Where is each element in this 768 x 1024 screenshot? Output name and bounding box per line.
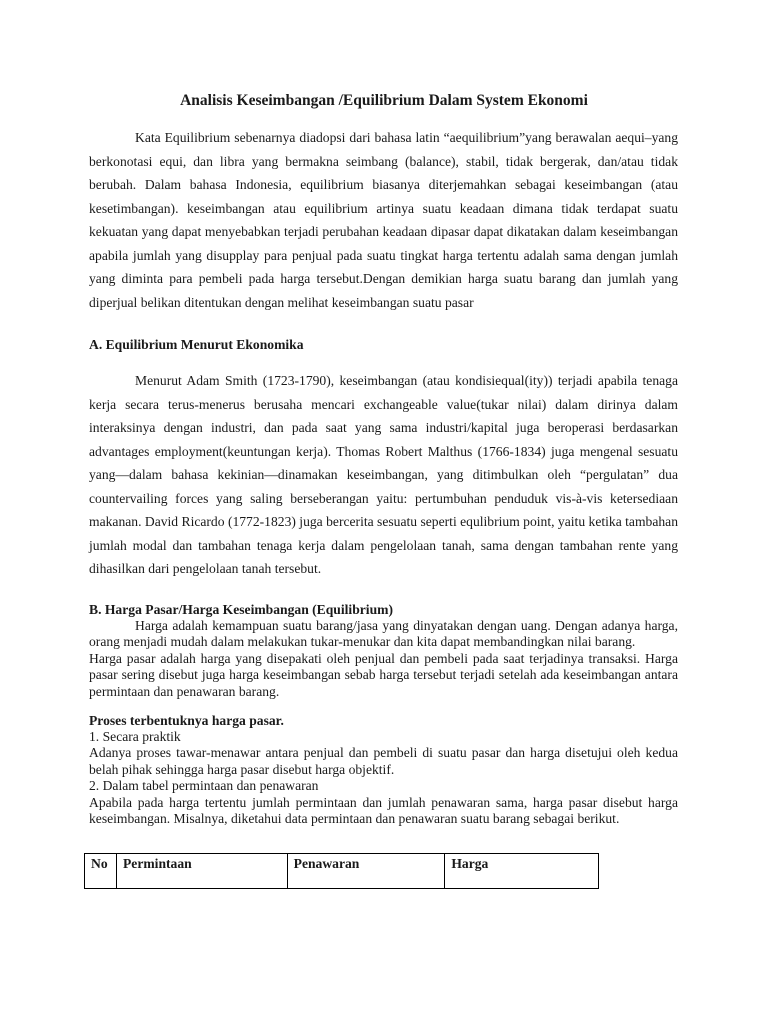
column-header-penawaran: Penawaran: [287, 854, 445, 889]
column-header-no: No: [85, 854, 117, 889]
document-title: Analisis Keseimbangan /Equilibrium Dalam System Ekonomi: [180, 92, 588, 109]
section-b-heading: B. Harga Pasar/Harga Keseimbangan (Equilibrium): [89, 602, 393, 617]
section-b-paragraph-1: Harga adalah kemampuan suatu barang/jasa yang dinyatakan dengan uang. Dengan adanya harga, orang menjadi mudah dalam melakukan tukar-menukar dan kita dapat membandingkan nilai barang.: [89, 618, 678, 650]
proses-item-1-text: Adanya proses tawar-menawar antara penjual dan pembeli di suatu pasar dan harga disetujui oleh kedua belah pihak sehingga harga pasar disebut harga objektif.: [89, 745, 678, 777]
intro-paragraph: Kata Equilibrium sebenarnya diadopsi dari bahasa latin “aequilibrium”yang berawalan aequi–yang berkonotasi equi, dan libra yang bermakna seimbang (balance), stabil, tidak bergerak, dan/atau tidak berubah. Dalam bahasa Indonesia, equilibrium biasanya diterjemahkan sebagai keseimbangan (atau kesetimbangan). keseimbangan atau equilibrium artinya suatu keadaan dimana tidak terdapat suatu kekuatan yang dapat menyebabkan terjadi perubahan keadaan dipasar dapat dikatakan dalam keseimbangan apabila jumlah yang disupplay para penjual pada suatu tingkat harga tertentu adalah sama dengan jumlah yang diminta para pembeli pada harga tersebut.Dengan demikian harga suatu barang dan jumlah yang diperjual belikan ditentukan dengan melihat keseimbangan suatu pasar: [89, 130, 678, 310]
proses-item-2-text: Apabila pada harga tertentu jumlah permintaan dan jumlah penawaran sama, harga pasar disebut harga keseimbangan. Misalnya, diketahui data permintaan dan penawaran suatu barang sebagai berikut.: [89, 794, 678, 827]
proses-heading: Proses terbentuknya harga pasar.: [89, 713, 284, 728]
supply-demand-table: [84, 853, 599, 889]
table-header-row: [85, 854, 599, 889]
proses-body: [89, 729, 678, 827]
section-b-body: [89, 618, 678, 700]
section-a-heading: A. Equilibrium Menurut Ekonomika: [89, 337, 304, 352]
section-b-paragraph-2: Harga pasar adalah harga yang disepakati oleh penjual dan pembeli pada saat terjadinya transaksi. Harga pasar sering disebut juga harga keseimbangan sebab harga tersebut terjadi setelah ada keseimbangan antara permintaan dan penawaran barang.: [89, 650, 678, 699]
section-a-paragraph: Menurut Adam Smith (1723-1790), keseimbangan (atau kondisiequal(ity)) terjadi apabila tenaga kerja secara terus-menerus berusaha mencari exchangeable value(tukar nilai) dalam dirinya dalam interaksinya dengan industri, dan pada saat yang sama industri/kapital juga beroperasi berdasarkan advantages employment(keuntungan kerja). Thomas Robert Malthus (1766-1834) juga mengenal sesuatu yang—dalam bahasa kekinian—dinamakan keseimbangan, yang ditimbulkan oleh “pergulatan” dua countervailing forces yang saling berseberangan yaitu: pertumbuhan penduduk vis-à-vis ketersediaan makanan. David Ricardo (1772-1823) juga bercerita sesuatu seperti equlibrium point, yaitu ketika tambahan jumlah modal dan tambahan tenaga kerja dalam pengelolaan tanah, sama dengan tambahan rente yang dihasilkan dari pengelolaan tanah tersebut.: [89, 373, 678, 576]
column-header-permintaan: Permintaan: [116, 854, 287, 889]
proses-item-1-title: 1. Secara praktik: [89, 729, 181, 744]
column-header-harga: Harga: [445, 854, 599, 889]
proses-item-2-title: 2. Dalam tabel permintaan dan penawaran: [89, 778, 319, 794]
